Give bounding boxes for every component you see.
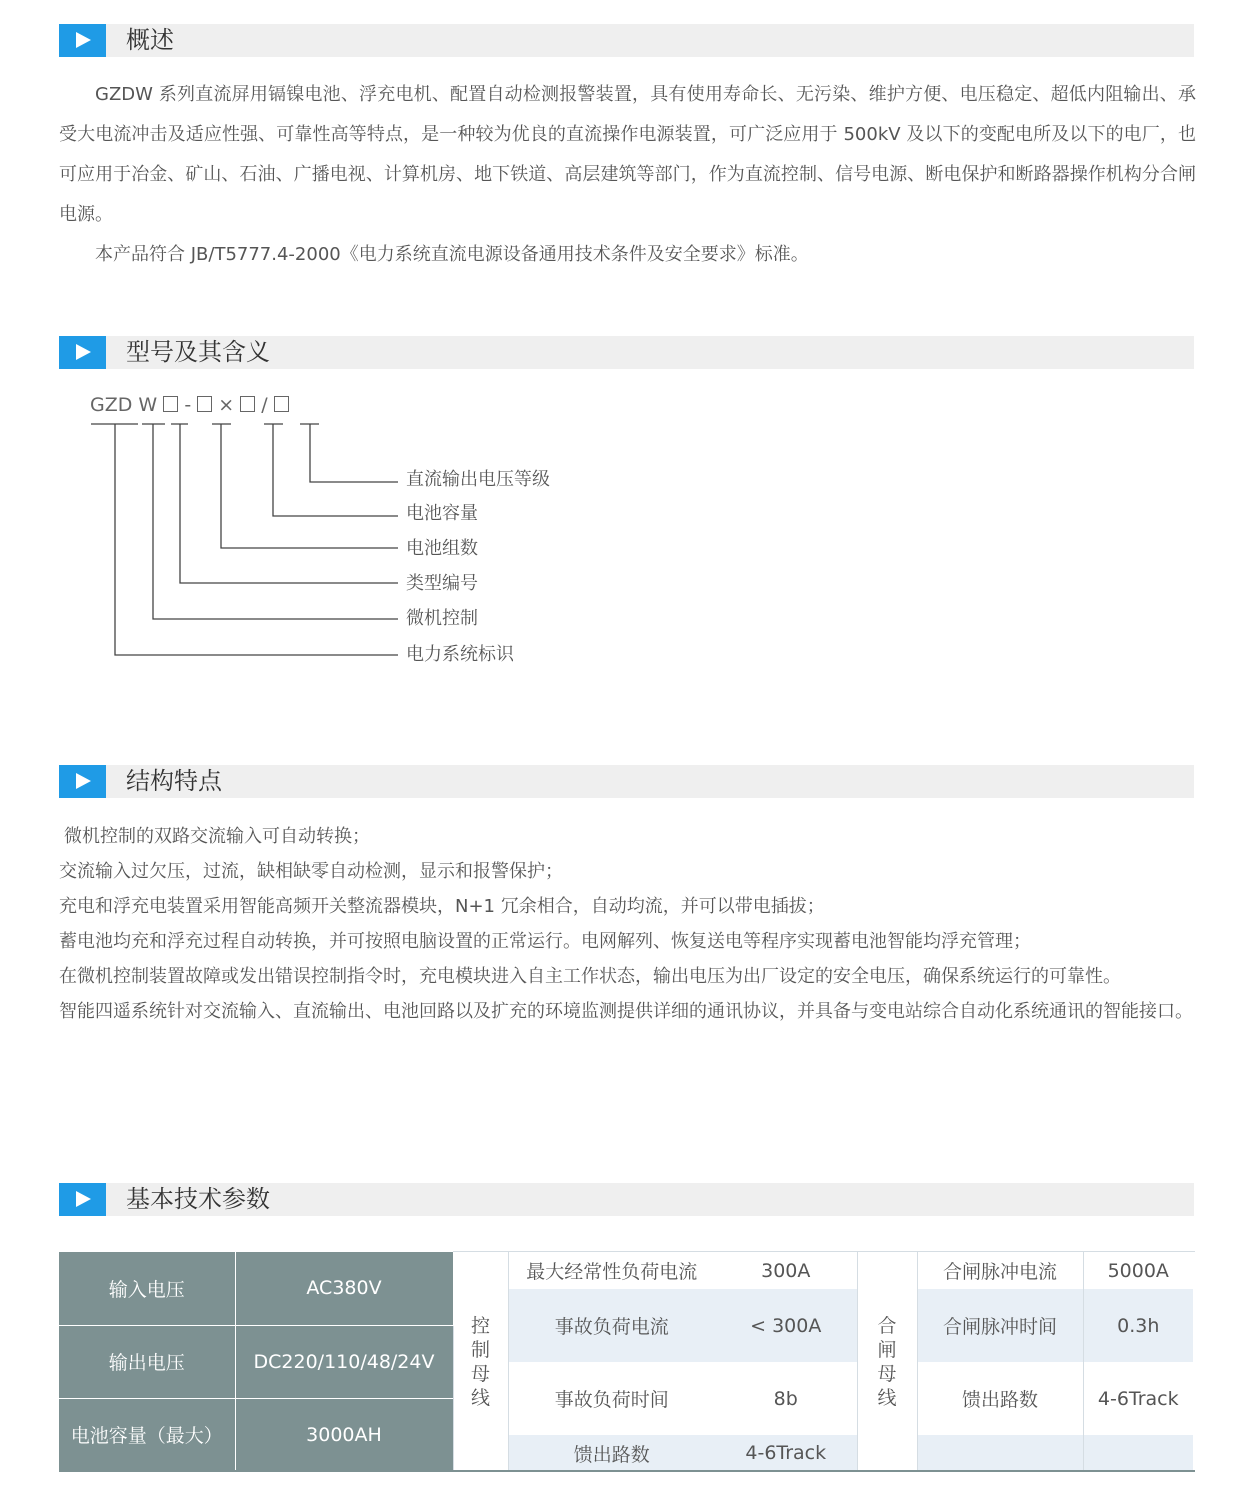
section-title: 基本技术参数 xyxy=(126,1185,270,1213)
control-bus-label: 馈出路数 xyxy=(508,1435,715,1471)
model-code-dash: - xyxy=(184,394,192,416)
feature-item: 在微机控制装置故障或发出错误控制指令时，充电模块进入自主工作状态，输出电压为出厂设定的安全电压，确保系统运行的可靠性。 xyxy=(59,966,1121,987)
control-bus-value: 300A xyxy=(715,1252,857,1289)
control-bus-label: 最大经常性负荷电流 xyxy=(508,1252,715,1289)
control-bus-value: 8b xyxy=(715,1362,857,1435)
param-label: 电池容量（最大） xyxy=(59,1398,235,1471)
closing-bus-empty-cell xyxy=(1083,1435,1193,1471)
control-bus-label: 事故负荷电流 xyxy=(508,1289,715,1362)
overview-paragraph-2: 本产品符合 JB/T5777.4-2000《电力系统直流电源设备通用技术条件及安全要求》标准。 xyxy=(95,244,809,265)
closing-bus-value: 5000A xyxy=(1083,1252,1193,1289)
model-label-battery-capacity: 电池容量 xyxy=(406,503,478,524)
closing-bus-label: 合闸脉冲时间 xyxy=(917,1289,1083,1362)
closing-bus-header: 合闸母线 xyxy=(857,1252,917,1471)
feature-item: 微机控制的双路交流输入可自动转换； xyxy=(64,826,370,847)
param-value: AC380V xyxy=(235,1252,453,1325)
closing-bus-value: 4-6Track xyxy=(1083,1362,1193,1435)
model-label-battery-groups: 电池组数 xyxy=(406,538,478,559)
params-table xyxy=(59,1252,1193,1472)
play-arrow-icon xyxy=(59,765,106,798)
section-title: 概述 xyxy=(126,26,174,54)
closing-bus-value: 0.3h xyxy=(1083,1289,1193,1362)
model-diagram-lines xyxy=(0,0,1255,700)
model-label-power-system: 电力系统标识 xyxy=(406,644,514,665)
param-label: 输入电压 xyxy=(59,1252,235,1325)
feature-item: 蓄电池均充和浮充过程自动转换，并可按照电脑设置的正常运行。电网解列、恢复送电等程序实现蓄电池智能均浮充管理； xyxy=(59,931,1031,952)
table-bottom-border xyxy=(59,1470,1195,1472)
model-code-slash: / xyxy=(261,394,268,416)
model-label-microcontrol: 微机控制 xyxy=(406,608,478,629)
model-code-prefix: GZD xyxy=(90,394,133,416)
control-bus-label: 事故负荷时间 xyxy=(508,1362,715,1435)
param-label: 输出电压 xyxy=(59,1325,235,1398)
closing-bus-label: 合闸脉冲电流 xyxy=(917,1252,1083,1289)
feature-item: 智能四遥系统针对交流输入、直流输出、电池回路以及扩充的环境监测提供详细的通讯协议，并具备与变电站综合自动化系统通讯的智能接口。 xyxy=(59,1001,1193,1022)
overview-paragraph-1: GZDW 系列直流屏用镉镍电池、浮充电机、配置自动检测报警装置，具有使用寿命长、无污染、维护方便、电压稳定、超低内阻输出、承受大电流冲击及适应性强、可靠性高等特点，是一种较为优良的直流操作电源装置，可广泛应用于 500kV 及以下的变配电所及以下的电厂，也可应用于冶金、矿山、石油、广播电视、计算机房、地下铁道、高层建筑等部门，作为直流控制、信号电源、断电保护和断路器操作机构分合闸电源。 xyxy=(59,84,1196,225)
section-title: 型号及其含义 xyxy=(126,338,270,366)
feature-item: 交流输入过欠压，过流，缺相缺零自动检测，显示和报警保护； xyxy=(59,861,563,882)
closing-bus-label: 馈出路数 xyxy=(917,1362,1083,1435)
section-header-structure xyxy=(59,765,1194,798)
feature-item: 充电和浮充电装置采用智能高频开关整流器模块，N+1 冗余相合，自动均流，并可以带电插拔； xyxy=(59,896,825,917)
param-value: DC220/110/48/24V xyxy=(235,1325,453,1398)
control-bus-value: < 300A xyxy=(715,1289,857,1362)
closing-bus-empty-cell xyxy=(917,1435,1083,1471)
section-header-params xyxy=(59,1183,1194,1216)
feature-list xyxy=(59,819,1196,1029)
model-label-type-number: 类型编号 xyxy=(406,573,478,594)
model-code-times: × xyxy=(218,394,235,416)
play-arrow-icon xyxy=(59,1183,106,1216)
control-bus-value: 4-6Track xyxy=(715,1435,857,1471)
model-code-w: W xyxy=(138,394,158,416)
model-label-voltage-level: 直流输出电压等级 xyxy=(406,469,550,490)
control-bus-header: 控制母线 xyxy=(453,1252,508,1471)
section-title: 结构特点 xyxy=(126,767,222,795)
param-value: 3000AH xyxy=(235,1398,453,1471)
